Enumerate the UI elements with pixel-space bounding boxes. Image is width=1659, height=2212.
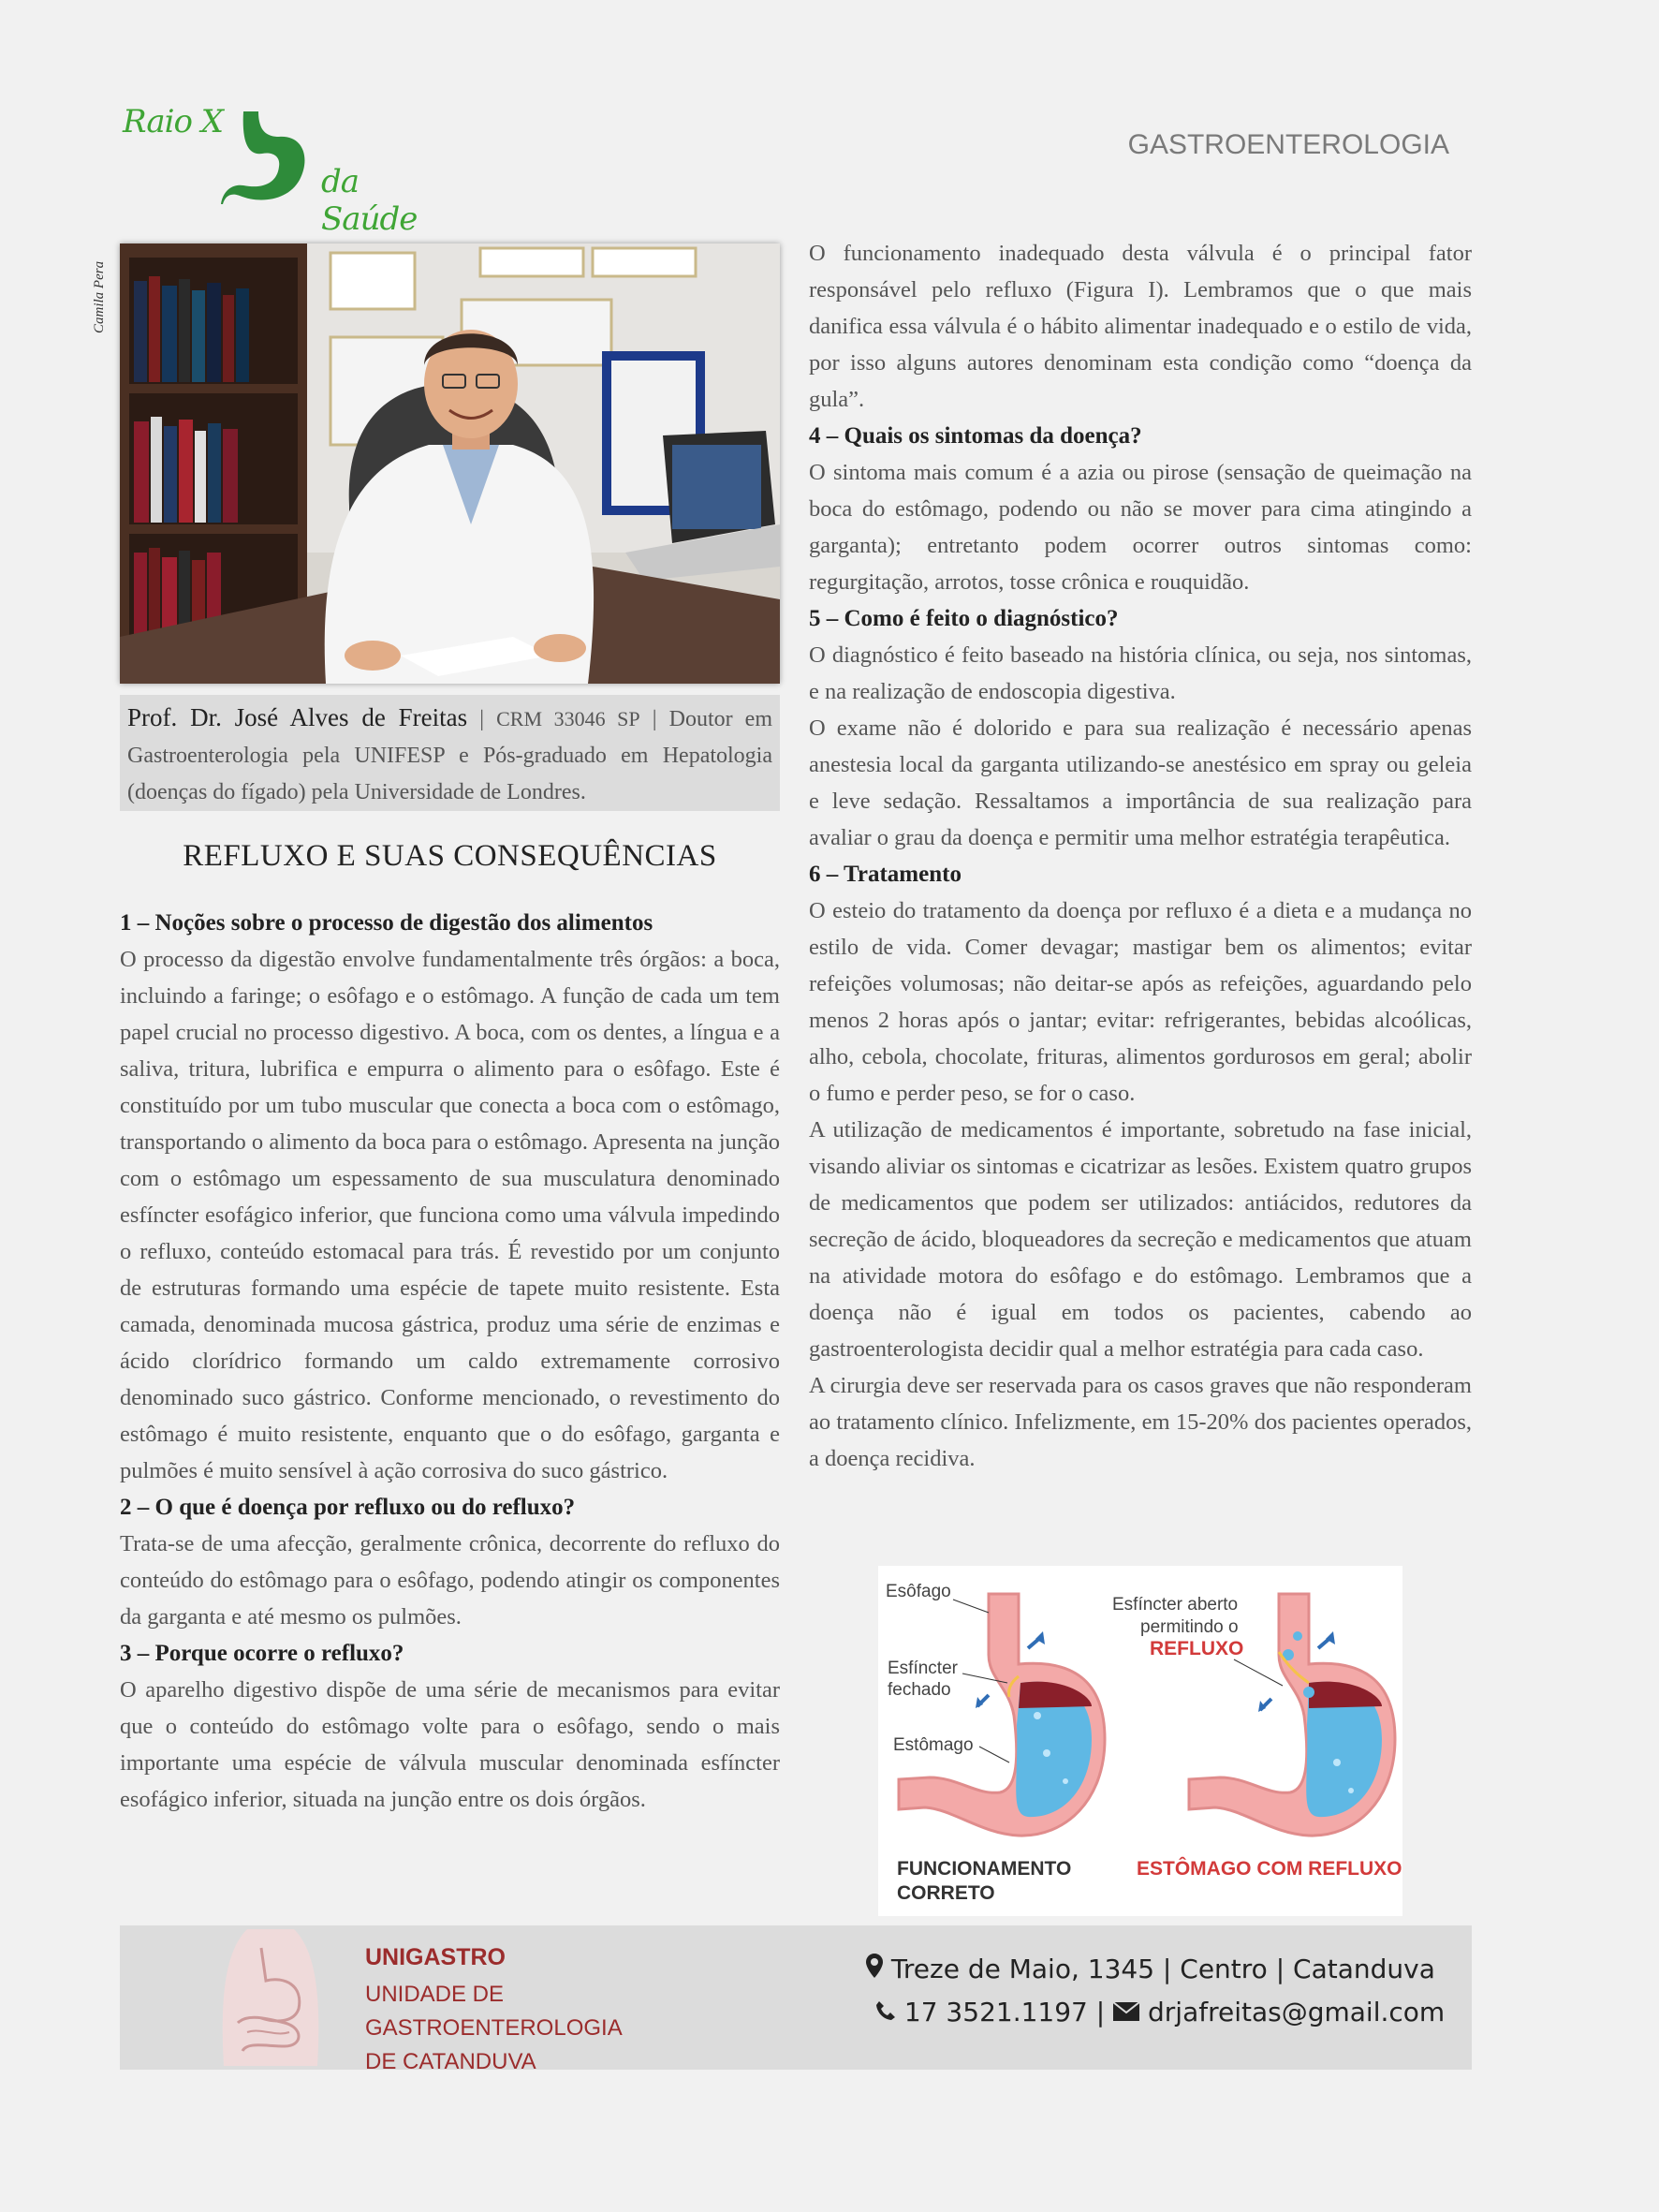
author-bio: Doutor em Gastroenterologia pela UNIFESP e Pós-graduado em Hepatologia (doenças do fígado) pela Universidade de Londres. — [127, 707, 773, 804]
logo-line2: da Saúde — [321, 163, 418, 238]
section-text-4: O sintoma mais comum é a azia ou pirose (sensação de queimação na boca do estômago, podendo ou não se mover para cima atingindo a garganta); entretanto podem ocorrer outros sintomas como: regurgitação, arrotos, tosse crônica e rouquidão. — [809, 460, 1472, 595]
article-column-right — [809, 235, 1472, 1477]
section-text-5b: O exame não é dolorido e para sua realização é necessário apenas anestesia local da garganta utilizando-se anestésico em spray ou geleia e leve sedação. Ressaltamos a importância de sua realização para avaliar o grau da doença e permitir uma melhor estratégia terapêutica. — [809, 715, 1472, 850]
clinic-subtitle-line2: DE CATANDUVA — [365, 2049, 536, 2074]
photo-credit: Camila Pera — [92, 260, 107, 333]
label-esfincter-fechado-1: Esfíncter — [888, 1659, 958, 1678]
section-text-2: Trata-se de uma afecção, geralmente crônica, decorrente do refluxo do conteúdo do estômago para o esôfago, podendo atingir os componentes da garganta e até mesmo os pulmões. — [120, 1531, 780, 1630]
author-name: Prof. Dr. José Alves de Freitas — [127, 703, 468, 731]
clinic-subtitle-line1: UNIDADE DE GASTROENTEROLOGIA — [365, 1982, 623, 2041]
phone-icon — [875, 1997, 904, 2028]
section-label: GASTROENTEROLOGIA — [1127, 129, 1449, 160]
address-text: Treze de Maio, 1345 | Centro | Catanduva — [890, 1954, 1435, 1984]
article-column-left — [120, 905, 780, 1818]
section-text-6a: O esteio do tratamento da doença por refluxo é a dieta e a mudança no estilo de vida. Comer devagar; mastigar bem os alimentos; evitar refeições volumosas; não deitar-se após as refeições, aguardando pelo menos 2 horas após o jantar; evitar: refrigerantes, bebidas alcoólicas, alho, cebola, chocolate, frituras, alimentos gordurosos em geral; abolir o fumo e perder peso, se for o caso. — [809, 898, 1472, 1106]
section-heading-4: 4 – Quais os sintomas da doença? — [809, 423, 1142, 449]
digestive-organs-icon — [210, 1929, 331, 2066]
label-esfincter-fechado-2: fechado — [888, 1680, 951, 1700]
caption-separator: | — [467, 707, 497, 731]
clinic-subtitle — [365, 1978, 740, 2079]
caption-funcionamento: FUNCIONAMENTO — [897, 1858, 1072, 1880]
reflux-diagram — [878, 1566, 1402, 1916]
label-estomago: Estômago — [893, 1735, 974, 1755]
clinic-address — [866, 1954, 1435, 1984]
caption-estomago-com-refluxo: ESTÔMAGO COM REFLUXO — [1137, 1858, 1402, 1880]
phone-text[interactable]: 17 3521.1197 — [903, 1997, 1088, 2028]
section-heading-3: 3 – Porque ocorre o refluxo? — [120, 1641, 404, 1666]
section-heading-2: 2 – O que é doença por refluxo ou do refluxo? — [120, 1495, 576, 1520]
label-refluxo: REFLUXO — [1150, 1638, 1244, 1659]
location-pin-icon — [866, 1954, 891, 1984]
doctor-photo — [120, 243, 780, 684]
logo-line1: Raio X — [123, 103, 224, 140]
section-text-3-continued: O funcionamento inadequado desta válvula é o principal fator responsável pelo refluxo (Figura I). Lembramos que o que mais danifica essa válvula é o hábito alimentar inadequado e o estilo de vida, por isso alguns autores denominam esta condição como “doença da gula”. — [809, 241, 1472, 412]
magazine-logo — [120, 97, 457, 238]
section-text-1: O processo da digestão envolve fundamentalmente três órgãos: a boca, incluindo a faringe; o esôfago e o estômago. A função de cada um tem papel crucial no processo digestivo. A boca, com os dentes, a língua e a saliva, tritura, lubrifica e empurra o alimento para o esôfago. Este é constituído por um tubo muscular que conecta a boca com o estômago, transportando o alimento da boca para o estômago. Apresenta na junção com o estômago um espessamento de sua musculatura denominado esfíncter esofágico inferior, que funciona como uma válvula impedindo o refluxo, conteúdo estomacal para trás. É revestido por um conjunto de estruturas formando uma espécie de tapete muito resistente. Esta camada, denominada mucosa gástrica, produz uma série de enzimas e ácido clorídrico formando um caldo extremamente corrosivo denominado suco gástrico. Conforme mencionado, o revestimento do estômago é muito resistente, enquanto que o do esôfago, garganta e pulmões é muito sensível à ação corrosiva do suco gástrico. — [120, 947, 780, 1483]
author-caption — [120, 695, 780, 811]
envelope-icon — [1113, 1997, 1148, 2028]
footer-banner — [120, 1925, 1472, 2074]
contact-separator: | — [1087, 1997, 1114, 2028]
label-esfincter-aberto-1: Esfíncter aberto — [1112, 1595, 1239, 1615]
caption-correto: CORRETO — [897, 1882, 995, 1904]
section-heading-1: 1 – Noções sobre o processo de digestão dos alimentos — [120, 910, 653, 936]
clinic-brand: UNIGASTRO — [365, 1944, 506, 1970]
label-esfincter-aberto-2: permitindo o — [1140, 1617, 1239, 1637]
section-heading-6: 6 – Tratamento — [809, 862, 962, 887]
stomach-logo-icon — [221, 107, 324, 210]
caption-separator: | — [639, 707, 669, 731]
clinic-contact — [875, 1997, 1445, 2028]
author-crm: CRM 33046 SP — [496, 707, 640, 730]
section-text-6b: A utilização de medicamentos é importante, sobretudo na fase inicial, visando aliviar os sintomas e cicatrizar as lesões. Existem quatro grupos de medicamentos que podem ser utilizados: antiácidos, redutores da secreção de ácido, bloqueadores da secreção e medicamentos que atuam na atividade motora do esôfago e do estômago. Lembramos que a doença não é igual em todos os pacientes, cabendo ao gastroenterologista decidir qual a melhor estratégia para cada caso. — [809, 1117, 1472, 1362]
email-text[interactable]: drjafreitas@gmail.com — [1148, 1997, 1446, 2028]
article-title: REFLUXO E SUAS CONSEQUÊNCIAS — [183, 839, 717, 873]
section-text-6c: A cirurgia deve ser reservada para os casos graves que não responderam ao tratamento clínico. Infelizmente, em 15-20% dos pacientes operados, a doença recidiva. — [809, 1373, 1472, 1471]
section-text-3: O aparelho digestivo dispõe de uma série de mecanismos para evitar que o conteúdo do estômago volte para o esôfago, sendo o mais importante uma espécie de válvula muscular denominada esfíncter esofágico inferior, situada na junção entre os dois órgãos. — [120, 1677, 780, 1812]
section-text-5a: O diagnóstico é feito baseado na história clínica, ou seja, nos sintomas, e na realização de endoscopia digestiva. — [809, 642, 1472, 704]
section-heading-5: 5 – Como é feito o diagnóstico? — [809, 606, 1119, 631]
label-esofago: Esôfago — [886, 1582, 951, 1601]
